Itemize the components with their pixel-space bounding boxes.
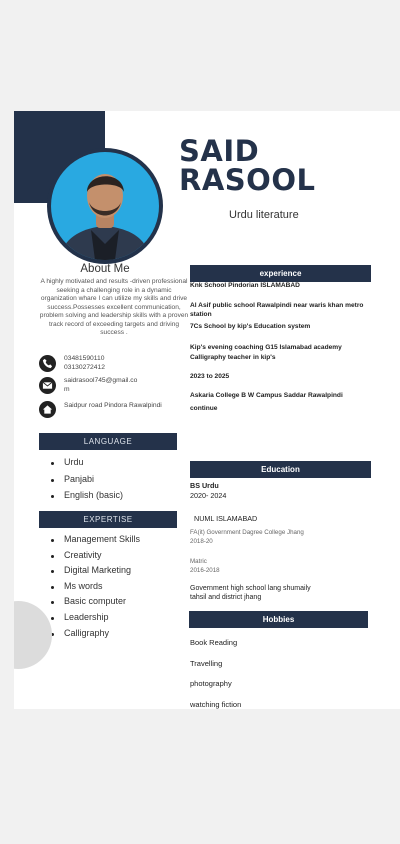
phone-2: 03130272412 bbox=[64, 363, 105, 371]
experience-line: Knk School Pindorian ISLAMABAD bbox=[190, 282, 300, 289]
experience-line: Askaria College B W Campus Saddar Rawalpindi bbox=[190, 392, 343, 399]
expertise-item: Calligraphy bbox=[51, 628, 140, 644]
profile-photo bbox=[51, 152, 159, 260]
job-title: Urdu literature bbox=[229, 209, 299, 221]
education-heading: Education bbox=[190, 461, 371, 478]
expertise-item: Digital Marketing bbox=[51, 565, 140, 581]
language-item: English (basic) bbox=[51, 490, 123, 507]
person-silhouette-icon bbox=[51, 152, 159, 260]
education-fa-years: 2018-20 bbox=[190, 538, 213, 545]
language-heading: LANGUAGE bbox=[39, 433, 177, 450]
education-matric-title: Matric bbox=[190, 558, 207, 565]
education-numl: NUML ISLAMABAD bbox=[194, 514, 258, 523]
experience-line: 2023 to 2025 bbox=[190, 373, 230, 380]
contact-address bbox=[39, 401, 162, 418]
education-school-line2: tahsil and district jhang bbox=[190, 594, 262, 601]
contact-phone bbox=[39, 355, 105, 372]
last-name: RASOOL bbox=[179, 163, 316, 197]
experience-heading: experience bbox=[190, 265, 371, 282]
education-fa-title: FA(it) Government Dagree College Jhang bbox=[190, 529, 304, 536]
contact-email bbox=[39, 377, 137, 394]
decorative-circle bbox=[14, 601, 52, 669]
phone-1: 03481590110 bbox=[64, 355, 105, 362]
expertise-item: Management Skills bbox=[51, 534, 140, 550]
expertise-heading: EXPERTISE bbox=[39, 511, 177, 528]
expertise-item: Creativity bbox=[51, 550, 140, 566]
expertise-list bbox=[51, 534, 140, 643]
language-list bbox=[51, 457, 123, 507]
language-item: Panjabi bbox=[51, 474, 123, 491]
phone-icon bbox=[39, 355, 56, 372]
hobbies-heading: Hobbies bbox=[189, 611, 368, 628]
email-icon bbox=[39, 377, 56, 394]
experience-line: continue bbox=[190, 405, 218, 412]
hobby-item: Book Reading bbox=[190, 638, 238, 647]
about-text: A highly motivated and results -driven professional seeking a challenging role in a dynamic organization whare I can utilize my skills and drive success.Possesses excellent communication, problem solving and leadership skills with a proven track record of exceeding targets and driving success . bbox=[39, 278, 189, 336]
expertise-item: Leadership bbox=[51, 612, 140, 628]
hobby-item: photography bbox=[190, 679, 232, 688]
resume-page bbox=[14, 111, 400, 709]
expertise-item: Ms words bbox=[51, 581, 140, 597]
education-matric-years: 2016-2018 bbox=[190, 567, 220, 574]
email-1: saidrasool745@gmail.co bbox=[64, 377, 138, 384]
address: Saidpur road Pindora Rawalpindi bbox=[64, 402, 162, 409]
hobby-item: Travelling bbox=[190, 659, 223, 668]
experience-line: station bbox=[190, 311, 212, 318]
education-bs-years: 2020- 2024 bbox=[190, 491, 227, 500]
experience-line: Kip's evening coaching G15 Islamabad academy bbox=[190, 344, 342, 351]
experience-line: Al Asif public school Rawalpindi near waris khan metro bbox=[190, 302, 364, 309]
person-name bbox=[179, 134, 316, 197]
education-bs-title: BS Urdu bbox=[190, 481, 219, 490]
language-item: Urdu bbox=[51, 457, 123, 474]
experience-line: 7Cs School by kip's Education system bbox=[190, 323, 311, 330]
email-2: m bbox=[64, 385, 70, 393]
expertise-item: Basic computer bbox=[51, 596, 140, 612]
about-heading: About Me bbox=[80, 263, 130, 275]
education-school-line1: Government high school lang shumaily bbox=[190, 585, 311, 592]
first-name: SAID bbox=[179, 134, 260, 168]
home-icon bbox=[39, 401, 56, 418]
hobby-item: watching fiction bbox=[190, 700, 242, 709]
experience-line: Calligraphy teacher in kip's bbox=[190, 354, 276, 361]
